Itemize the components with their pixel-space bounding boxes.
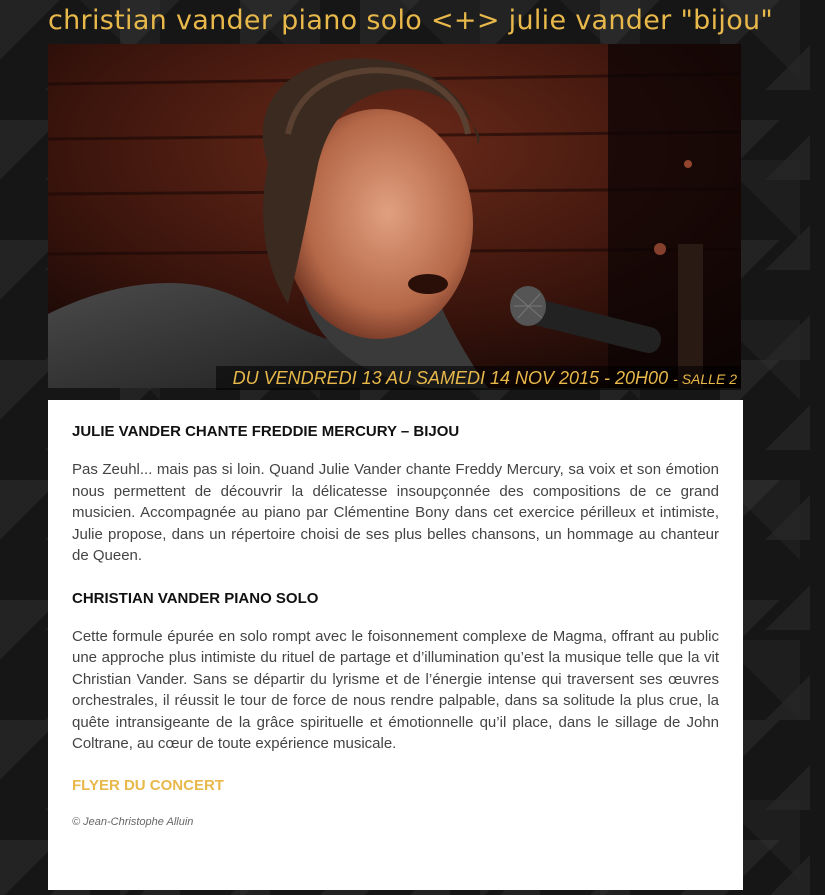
- section-heading-julie: JULIE VANDER CHANTE FREDDIE MERCURY – BIJOU: [72, 423, 460, 440]
- event-date-banner: [216, 366, 741, 390]
- performer-photo: [48, 44, 741, 388]
- event-room: - SALLE 2: [673, 371, 737, 387]
- photo-credit: © Jean-Christophe Alluin: [72, 815, 194, 828]
- hero-photo: [48, 44, 741, 388]
- section-text-christian: Cette formule épurée en solo rompt avec le foisonnement complexe de Magma, offrant au public une approche plus intimiste du rituel de partage et d’illumination qu’est la musique telle que la vit Christian Vander. Sans se départir du lyrisme et de l’énergie intense qui traversent ses œuvres orchestrales, il réussit le tour de force de nous rendre palpable, dans sa solitude la plus crue, la quête intransigeante de la grâce spirituelle et émotionnelle qu’il place, dans le sillage de John Coltrane, au cœur de toute expérience musicale.: [72, 627, 719, 752]
- section-heading-christian: CHRISTIAN VANDER PIANO SOLO: [72, 589, 319, 607]
- event-date: DU VENDREDI 13 AU SAMEDI 14 NOV 2015 - 20H00: [232, 368, 669, 388]
- flyer-link[interactable]: FLYER DU CONCERT: [72, 776, 224, 794]
- section-text-julie: Pas Zeuhl... mais pas si loin. Quand Julie Vander chante Freddy Mercury, sa voix et son émotion nous permettent de découvrir la délicatesse insoupçonnée des compositions de ce grand musicien. Accompagnée au piano par Clémentine Bony dans cet exercice périlleux et intimiste, Julie propose, dans un répertoire choisi de ses plus belles chansons, un hommage au chanteur de Queen.: [72, 461, 719, 564]
- page-title: christian vander piano solo <+> julie vander "bijou": [48, 5, 774, 36]
- event-description: [48, 400, 743, 890]
